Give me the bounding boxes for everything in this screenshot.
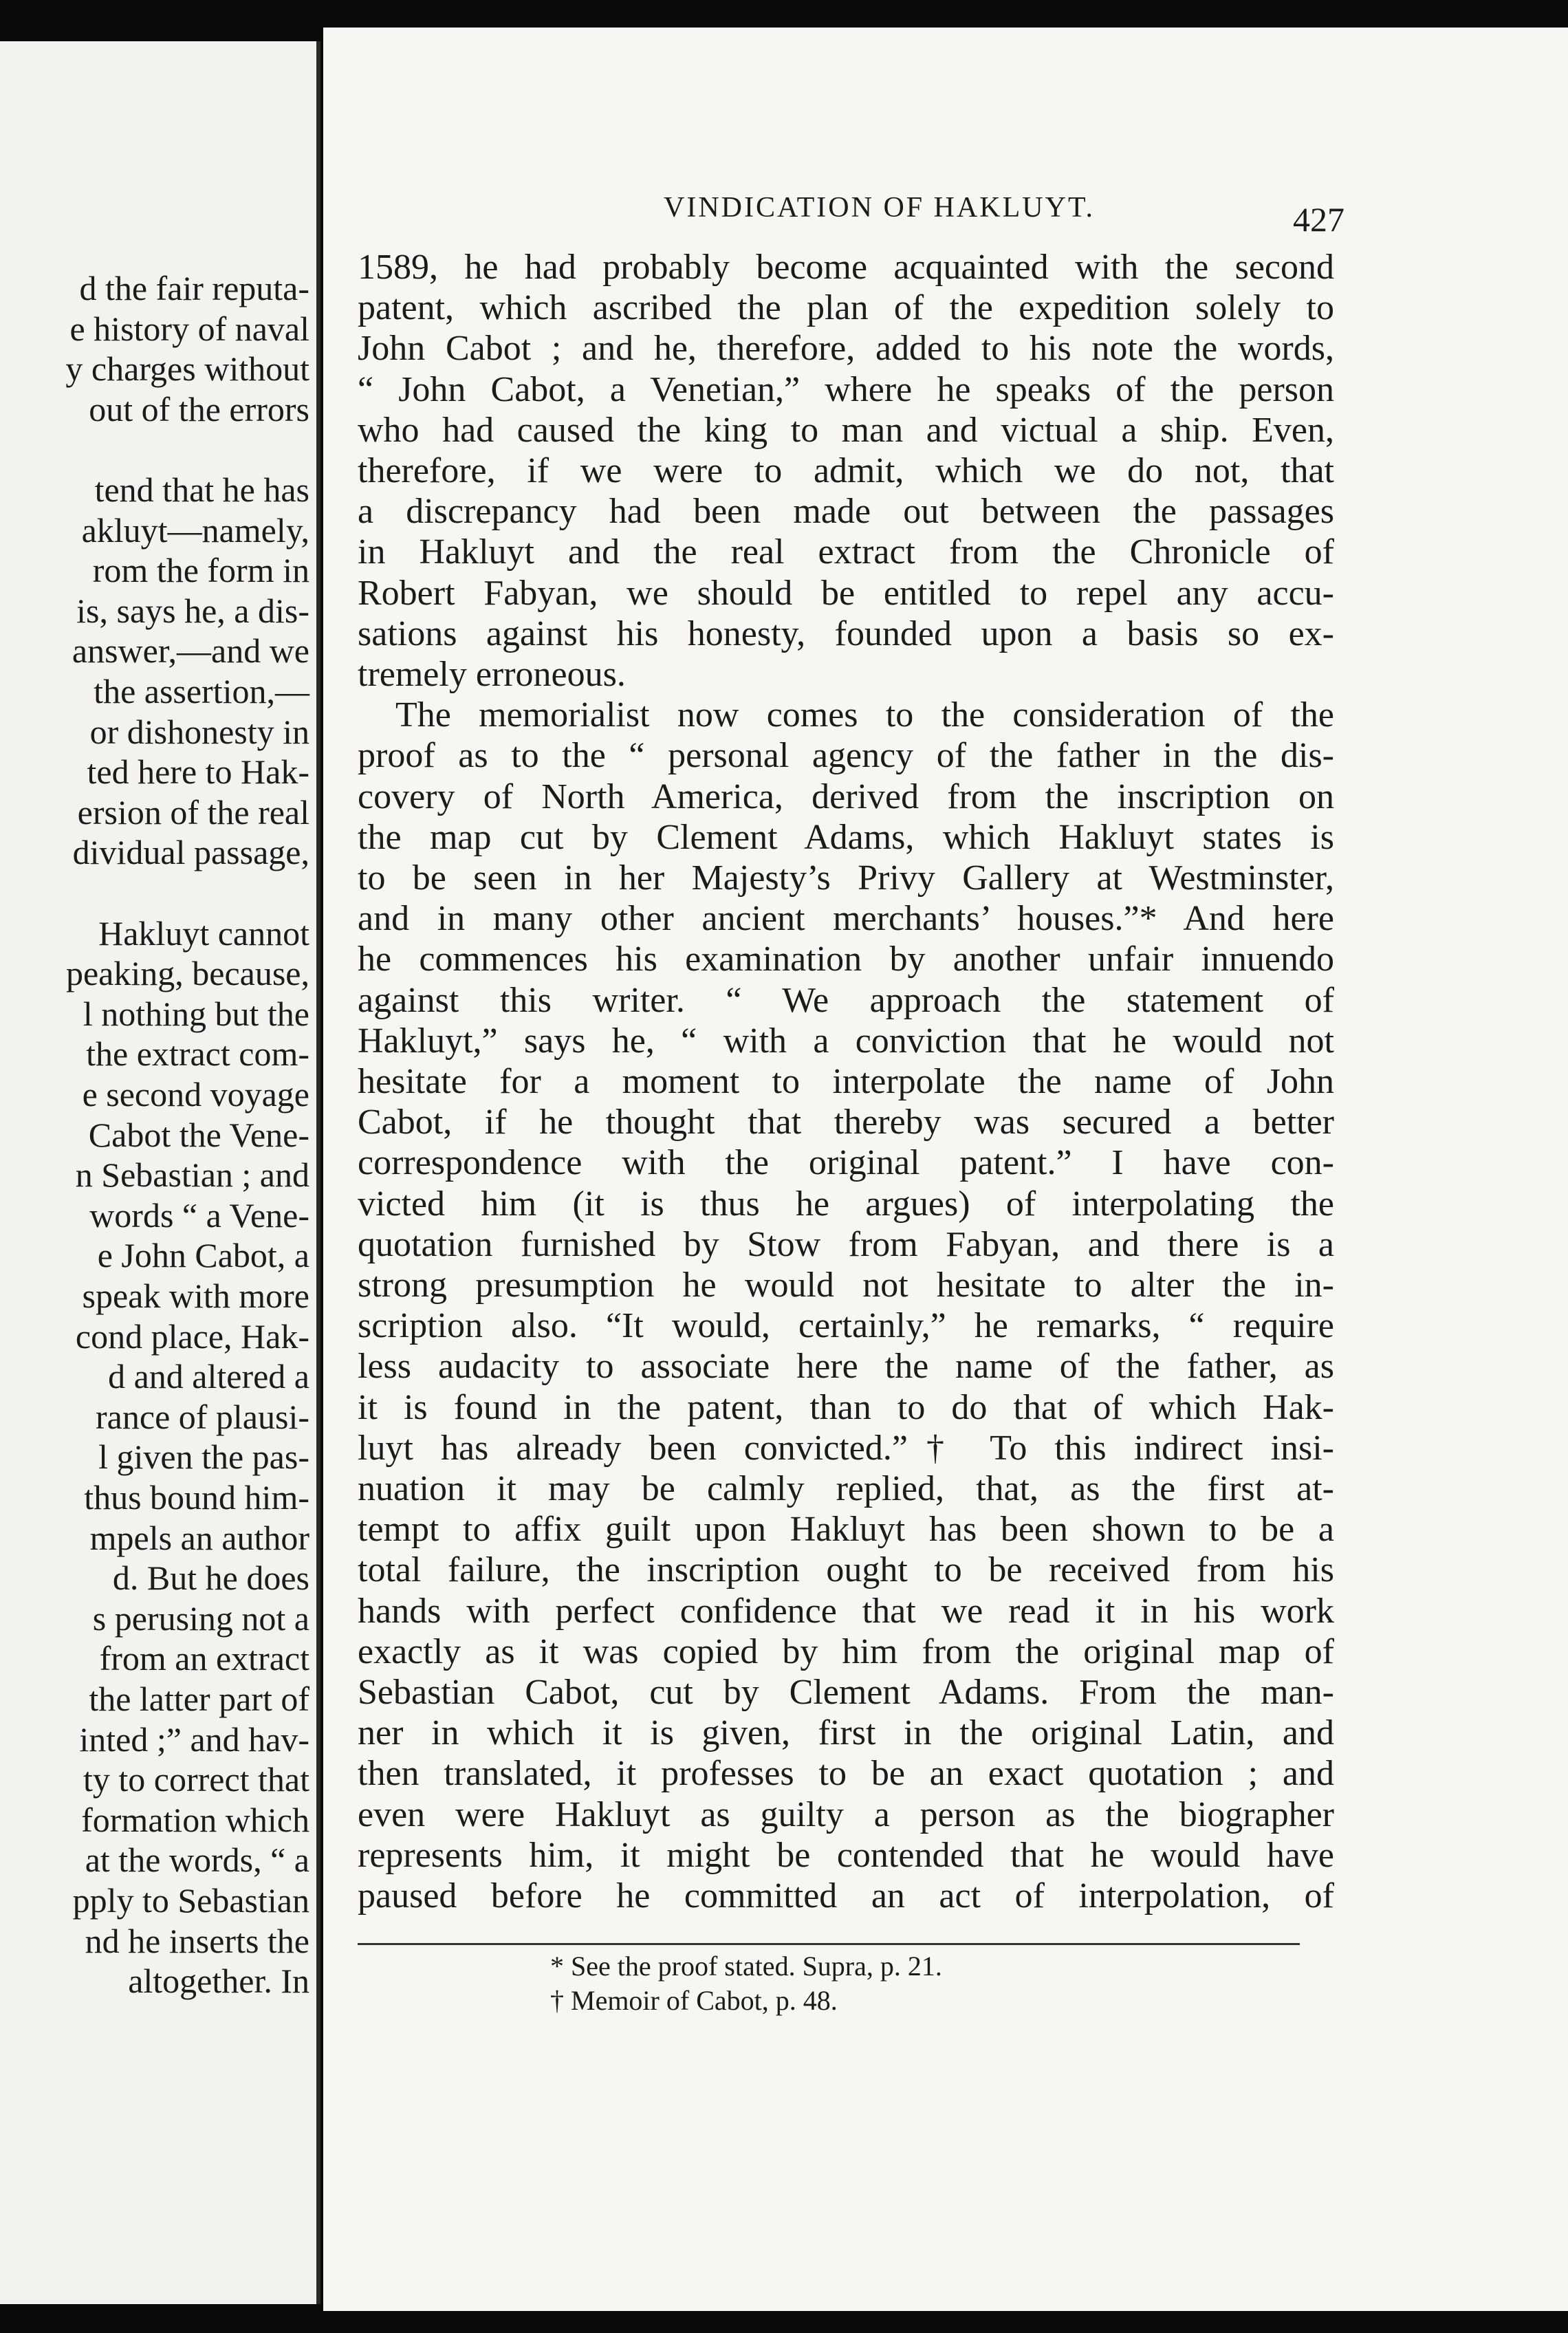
left-page-line: dividual passage,	[72, 833, 309, 872]
left-page-line: is, says he, a dis-	[76, 591, 309, 630]
body-line: and in many other ancient merchants’ houses.”* And here	[358, 899, 1334, 939]
left-page-line: e second voyage	[82, 1075, 309, 1114]
body-line: sations against his honesty, founded upon a basis so ex-	[358, 614, 1334, 653]
body-line: who had caused the king to man and victual a ship. Even,	[358, 410, 1334, 450]
body-line: 1589, he had probably become acquainted with the second	[358, 248, 1334, 287]
body-line: exactly as it was copied by him from the original map of	[358, 1631, 1334, 1671]
left-page-line: peaking, because,	[65, 954, 309, 993]
left-page-line: ted here to Hak-	[87, 752, 309, 792]
left-page-line: altogether. In	[128, 1962, 309, 2001]
left-page-line: the assertion,—	[94, 672, 309, 710]
left-page-line: ty to correct that	[83, 1760, 309, 1799]
body-line: Robert Fabyan, we should be entitled to repel any accu-	[358, 573, 1334, 613]
left-page-line: mpels an author	[89, 1518, 309, 1557]
body-line: hands with perfect confidence that we read it in his work	[358, 1591, 1334, 1631]
body-line: correspondence with the original patent.” I have con-	[358, 1143, 1334, 1183]
body-line: “ John Cabot, a Venetian,” where he speaks of the person	[358, 369, 1334, 409]
left-page-line: rance of plausi-	[96, 1397, 309, 1436]
body-line: against this writer. “ We approach the statement of	[358, 980, 1334, 1020]
left-page-line: pply to Sebastian	[72, 1881, 309, 1920]
body-line: therefore, if we were to admit, which we do not, that	[358, 451, 1334, 490]
body-line: Cabot, if he thought that thereby was secured a better	[358, 1103, 1334, 1142]
left-page-line: y charges without	[65, 349, 309, 389]
body-line: tremely erroneous.	[358, 655, 626, 694]
left-page-line: or dishonesty in	[89, 712, 309, 751]
body-line: patent, which ascribed the plan of the expedition solely to	[358, 288, 1334, 328]
left-page-fragment	[0, 41, 320, 2304]
left-page-line: ersion of the real	[77, 792, 309, 832]
left-page-line: from an extract	[99, 1639, 309, 1678]
body-line: victed him (it is thus he argues) of interpolating the	[358, 1184, 1334, 1224]
body-line: then translated, it professes to be an exact quotation ; and	[358, 1754, 1334, 1794]
left-page-line: at the words, “ a	[85, 1841, 309, 1880]
body-line: to be seen in her Majesty’s Privy Gallery at Westminster,	[358, 858, 1334, 898]
left-page-line: cond place, Hak-	[75, 1316, 309, 1356]
left-page-line: d. But he does	[112, 1559, 309, 1598]
body-line: luyt has already been convicted.”† To this indirect insi-	[358, 1428, 1334, 1468]
body-line: Sebastian Cabot, cut by Clement Adams. From the man-	[358, 1673, 1334, 1712]
body-line: less audacity to associate here the name of the father, as	[358, 1347, 1334, 1387]
footnote-1: * See the proof stated. Supra, p. 21.	[550, 1951, 942, 1982]
body-line: quotation furnished by Stow from Fabyan, and there is a	[358, 1224, 1334, 1264]
body-line: hesitate for a moment to interpolate the name of John	[358, 1062, 1334, 1101]
body-line: John Cabot ; and he, therefore, added to his note the words,	[358, 329, 1334, 369]
body-line: The memorialist now comes to the consideration of the	[395, 695, 1334, 735]
left-page-line: n Sebastian ; and	[75, 1155, 309, 1195]
left-page-line: l nothing but the	[83, 994, 309, 1033]
left-page-line: words “ a Vene-	[89, 1195, 309, 1235]
left-page-line: out of the errors	[89, 389, 309, 428]
body-line: ner in which it is given, first in the original Latin, and	[358, 1713, 1334, 1753]
body-line: in Hakluyt and the real extract from the Chronicle of	[358, 532, 1334, 572]
left-page-line: thus bound him-	[84, 1478, 309, 1517]
body-line: a discrepancy had been made out between the passages	[358, 492, 1334, 532]
body-line: total failure, the inscription ought to be received from his	[358, 1550, 1334, 1590]
left-page-line: akluyt—namely,	[81, 510, 309, 550]
left-page-line: rom the form in	[92, 551, 309, 590]
left-page-line: e John Cabot, a	[97, 1236, 309, 1275]
left-page-line: s perusing not a	[92, 1598, 309, 1638]
body-line: strong presumption he would not hesitate to alter the in-	[358, 1266, 1334, 1305]
left-page-line: l given the pas-	[98, 1437, 309, 1477]
footnote-rule	[358, 1943, 1300, 1945]
left-page-line: formation which	[81, 1800, 309, 1839]
left-page-line: d the fair reputa-	[79, 269, 309, 307]
body-line: even were Hakluyt as guilty a person as the biographer	[358, 1794, 1334, 1834]
body-line: he commences his examination by another unfair innuendo	[358, 940, 1334, 979]
running-title: VINDICATION OF HAKLUYT.	[664, 192, 1095, 224]
left-page-line: inted ;” and hav-	[79, 1719, 309, 1759]
left-page-line: the latter part of	[89, 1680, 309, 1718]
body-line: covery of North America, derived from the inscription on	[358, 777, 1334, 816]
footnote-2: † Memoir of Cabot, p. 48.	[550, 1985, 838, 2016]
body-line: proof as to the “ personal agency of the father in the dis-	[358, 736, 1334, 776]
left-page-line: Cabot the Vene-	[88, 1115, 309, 1154]
body-line: nuation it may be calmly replied, that, as the first at-	[358, 1469, 1334, 1508]
body-line: Hakluyt,” says he, “ with a conviction that he would not	[358, 1021, 1334, 1061]
left-page-line: e history of naval	[69, 309, 309, 348]
left-page-line: tend that he has	[94, 470, 309, 509]
left-page-line: answer,—and we	[72, 631, 309, 671]
left-page-line: Hakluyt cannot	[98, 913, 309, 953]
body-line: represents him, it might be contended that he would have	[358, 1835, 1334, 1875]
body-line: it is found in the patent, than to do that of which Hak-	[358, 1387, 1334, 1427]
body-line: tempt to affix guilt upon Hakluyt has been shown to be a	[358, 1510, 1334, 1550]
left-page-line: the extract com-	[86, 1034, 309, 1074]
body-line: paused before he committed an act of interpolation, of	[358, 1876, 1334, 1916]
body-line: scription also. “It would, certainly,” he remarks, “ require	[358, 1306, 1334, 1346]
page-number: 427	[1293, 200, 1344, 239]
left-page-line: d and altered a	[108, 1357, 309, 1396]
left-page-line: speak with more	[82, 1277, 309, 1315]
left-page-line: nd he inserts the	[85, 1921, 309, 1960]
body-line: the map cut by Clement Adams, which Hakluyt states is	[358, 817, 1334, 857]
